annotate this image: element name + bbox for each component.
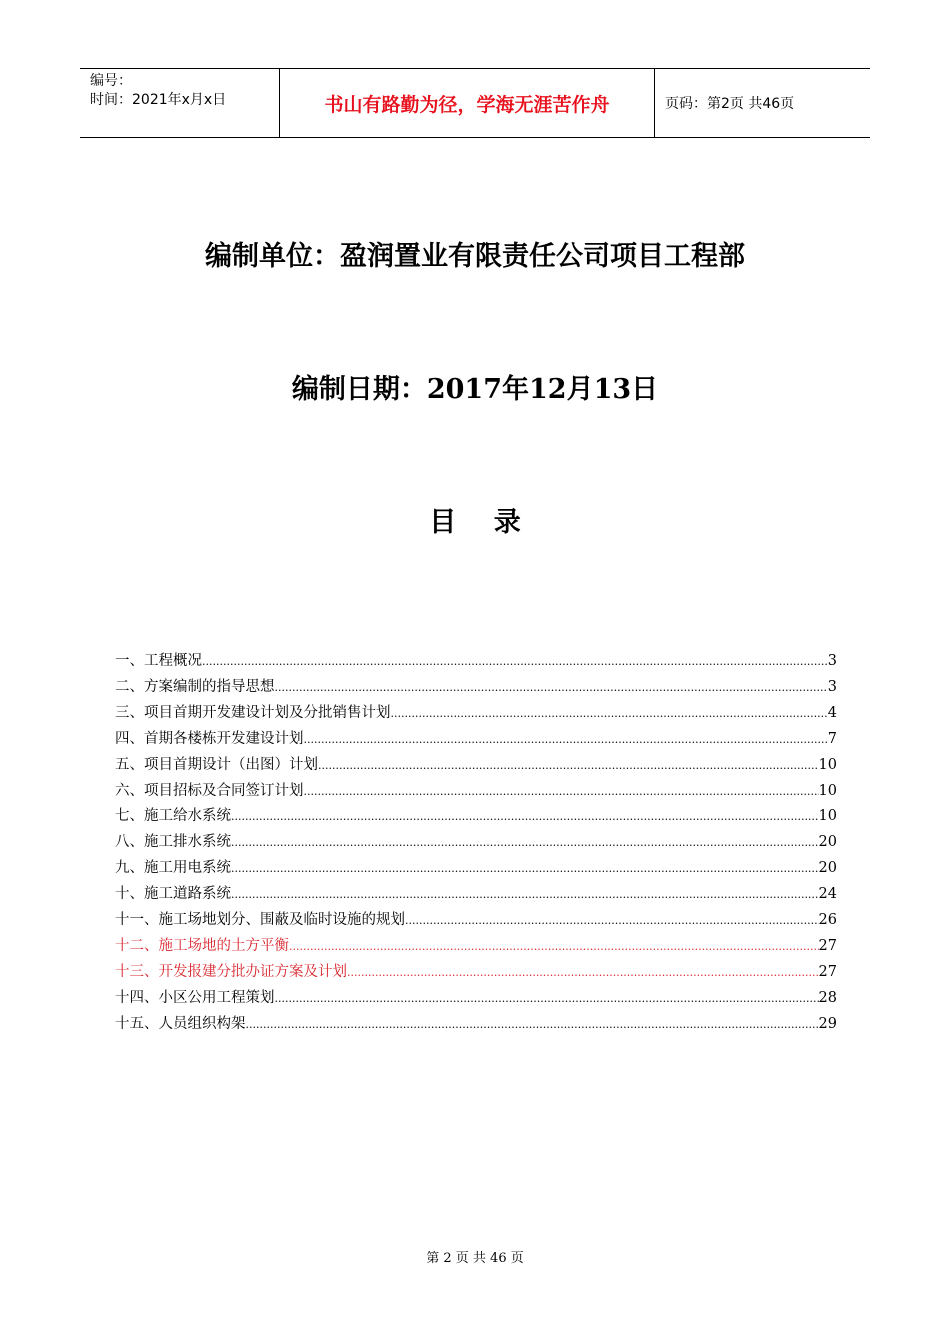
toc-entry-label: 十一、施工场地划分、围蔽及临时设施的规划 [115,912,405,929]
toc-entry[interactable] [115,986,837,1012]
toc-entry-label: 一、工程概况 [115,653,202,669]
toc-entry[interactable] [115,649,837,675]
toc-entry-page: 27 [818,937,837,954]
table-of-contents [115,649,837,1038]
toc-leader-dots [231,857,819,882]
toc-entry[interactable] [115,856,837,882]
toc-entry-page: 7 [827,730,837,747]
page-header [80,68,870,138]
toc-entry-page: 28 [818,989,837,1006]
toc-leader-dots [231,805,819,830]
compiler-heading: 编制单位：盈润置业有限责任公司项目工程部 [205,241,745,272]
toc-entry-page: 26 [818,912,837,929]
toc-entry-label: 八、施工排水系统 [115,834,231,851]
compile-date-heading: 编制日期：2017年12月13日 [291,374,659,405]
toc-leader-dots [275,987,819,1012]
toc-entry[interactable] [115,804,837,830]
toc-entry-page: 10 [818,756,837,773]
toc-leader-dots [231,883,819,908]
toc-entry[interactable] [115,675,837,701]
toc-entry-label: 七、施工给水系统 [115,808,231,825]
toc-leader-dots [231,831,819,856]
toc-entry-page: 24 [818,886,837,903]
toc-entry-label: 十、施工道路系统 [115,886,231,903]
document-number-label: 编号： [90,73,132,89]
toc-entry[interactable] [115,753,837,779]
toc-entry-page: 29 [818,1015,837,1032]
header-motto: 书山有路勤为径，学海无涯苦作舟 [280,69,655,137]
toc-entry-page: 20 [818,834,837,851]
toc-entry[interactable] [115,908,837,934]
toc-entry-label: 六、项目招标及合同签订计划 [115,782,304,799]
toc-entry-page: 4 [827,704,837,721]
toc-leader-dots [318,754,819,779]
toc-entry-label: 九、施工用电系统 [115,860,231,877]
toc-entry[interactable] [115,934,837,960]
toc-entry[interactable] [115,1012,837,1038]
toc-entry-label: 二、方案编制的指导思想 [115,678,275,695]
toc-leader-dots [202,650,828,675]
toc-entry-page: 10 [818,808,837,825]
toc-entry-page: 10 [818,782,837,799]
toc-entry[interactable] [115,701,837,727]
header-page-info: 页码：第2页 共46页 [665,96,795,112]
toc-entry-page: 3 [827,653,837,669]
document-time-label: 时间：2021年x月x日 [90,92,227,108]
toc-entry[interactable] [115,830,837,856]
toc-entry-label: 五、项目首期设计（出图）计划 [115,756,318,773]
toc-entry-page: 20 [818,860,837,877]
toc-leader-dots [304,780,819,805]
toc-entry[interactable] [115,727,837,753]
toc-title: 目 录 [429,507,521,538]
toc-entry[interactable] [115,779,837,805]
page-footer: 第 2 页 共 46 页 [426,1251,524,1266]
toc-entry[interactable] [115,960,837,986]
toc-leader-dots [391,702,828,727]
toc-leader-dots [405,909,819,934]
toc-leader-dots [304,728,828,753]
toc-entry-label: 十五、人员组织构架 [115,1015,246,1032]
toc-leader-dots [275,676,828,701]
toc-entry-page: 3 [827,678,837,695]
toc-entry-label: 四、首期各楼栋开发建设计划 [115,730,304,747]
toc-leader-dots [289,935,819,960]
toc-leader-dots [347,961,819,986]
toc-entry-page: 27 [818,963,837,980]
header-meta [80,69,280,137]
toc-entry-label: 三、项目首期开发建设计划及分批销售计划 [115,704,391,721]
toc-entry-label: 十四、小区公用工程策划 [115,989,275,1006]
toc-entry[interactable] [115,882,837,908]
toc-entry-label: 十三、开发报建分批办证方案及计划 [115,963,347,980]
toc-entry-label: 十二、施工场地的土方平衡 [115,937,289,954]
toc-leader-dots [246,1013,819,1038]
